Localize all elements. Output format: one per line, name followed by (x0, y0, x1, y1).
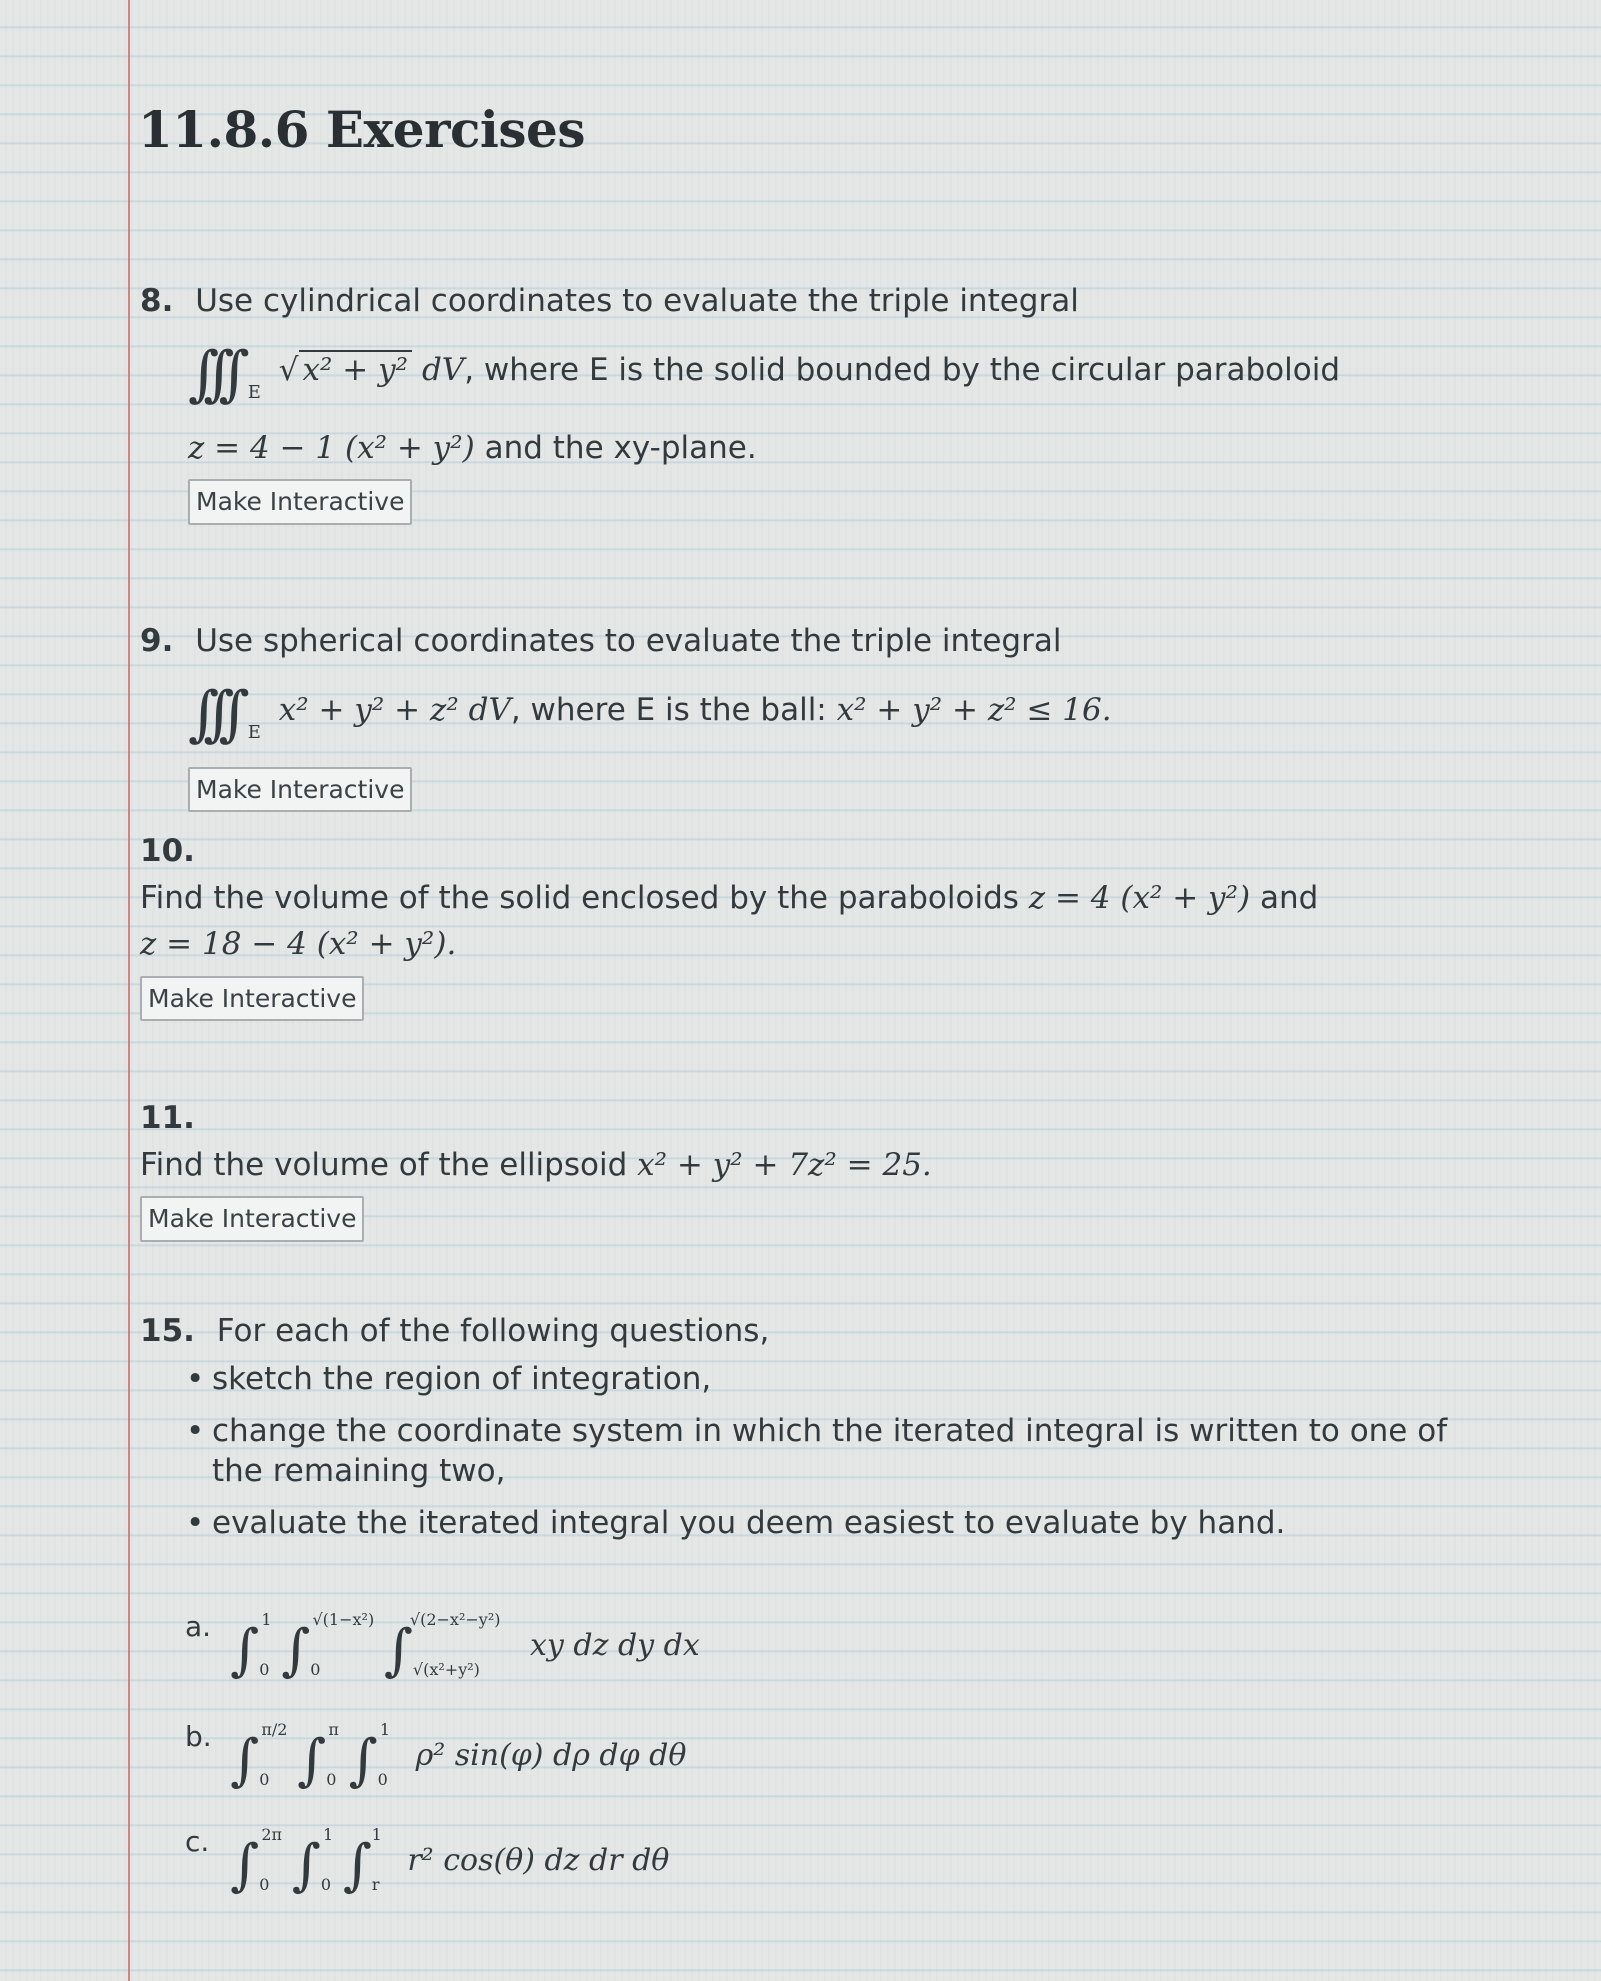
integral-symbol: ∫ (342, 1833, 372, 1898)
list-item: • change the coordinate system in which the iterated integral is written to one of the remaining two, (212, 1411, 1500, 1492)
lower-limit: 0 (259, 1660, 270, 1679)
upper-limit: 1 (379, 1720, 391, 1739)
integral-symbol: ∫ (383, 1618, 413, 1683)
upper-limit: 1 (371, 1825, 382, 1844)
where-text: , where E is the ball: (510, 691, 837, 728)
exercise-text: Find the volume of the solid enclosed by the paraboloids (140, 879, 1029, 916)
exercise-10 (140, 828, 1440, 1021)
integral-region: E (247, 381, 261, 403)
lower-limit: 0 (377, 1770, 388, 1789)
lower-limit: 0 (259, 1875, 270, 1894)
integrand: xy dz dy dx (530, 1628, 700, 1663)
page-margin-line (128, 0, 130, 1981)
integral-symbol: ∫ (281, 1618, 311, 1683)
triple-integral-symbol: ∫∫∫ (188, 678, 234, 749)
integrand: ρ² sin(φ) dρ dφ dθ (415, 1738, 687, 1773)
page-title: 11.8.6 Exercises (138, 100, 586, 159)
exercise-8 (140, 278, 1440, 525)
paraboloid-equation: z = 4 − 1 (x² + y²) (188, 429, 475, 466)
make-interactive-button[interactable]: Make Interactive (188, 479, 412, 525)
lower-limit: √(x²+y²) (412, 1660, 480, 1679)
make-interactive-button[interactable]: Make Interactive (140, 1196, 364, 1242)
integral-symbol: ∫ (348, 1728, 378, 1793)
upper-limit: 2π (261, 1825, 283, 1844)
upper-limit: √(2−x²−y²) (409, 1610, 501, 1629)
iterated-integral-c (230, 1825, 669, 1898)
iterated-integral-b (230, 1720, 686, 1793)
upper-limit: √(1−x²) (312, 1610, 375, 1629)
exercise-intro: For each of the following questions, (216, 1313, 770, 1349)
integral-region: E (247, 721, 261, 743)
ending-text: and the xy-plane. (474, 429, 757, 466)
exercise-text: Find the volume of the ellipsoid (140, 1146, 638, 1183)
part-b-label: b. (185, 1720, 212, 1753)
sqrt-symbol: √ (278, 351, 299, 388)
exercise-number: 8. (140, 283, 174, 319)
integral-symbol: ∫ (230, 1728, 260, 1793)
paraboloid-equation-2: z = 18 − 4 (x² + y²). (140, 926, 457, 962)
make-interactive-button[interactable]: Make Interactive (140, 976, 364, 1022)
exercise-intro: Use cylindrical coordinates to evaluate the triple integral (195, 283, 1079, 319)
exercise-9 (140, 618, 1440, 812)
list-item: • sketch the region of integration, (212, 1359, 1500, 1399)
exercise-number: 10. (140, 833, 195, 869)
exercise-15 (140, 1308, 1500, 1556)
exercise-number: 11. (140, 1100, 195, 1136)
list-item: • evaluate the iterated integral you deem easiest to evaluate by hand. (212, 1503, 1500, 1543)
lower-limit: 0 (259, 1770, 270, 1789)
upper-limit: 1 (323, 1825, 334, 1844)
ball-inequality: x² + y² + z² ≤ 16. (836, 691, 1112, 728)
integrand: x² + y² (299, 350, 413, 388)
lower-limit: r (371, 1875, 380, 1894)
differential: dV (421, 351, 465, 388)
make-interactive-button[interactable]: Make Interactive (188, 767, 412, 813)
and-text: and (1250, 879, 1319, 916)
exercise-intro: Use spherical coordinates to evaluate the triple integral (195, 623, 1062, 659)
upper-limit: π/2 (261, 1720, 288, 1739)
paraboloid-equation-1: z = 4 (x² + y²) (1028, 879, 1251, 916)
triple-integral-symbol: ∫∫∫ (188, 338, 234, 409)
exercise-number: 15. (140, 1313, 195, 1349)
ellipsoid-equation: x² + y² + 7z² = 25. (637, 1146, 932, 1183)
upper-limit: 1 (261, 1610, 272, 1629)
integral-symbol: ∫ (291, 1833, 321, 1898)
integrand: r² cos(θ) dz dr dθ (407, 1843, 670, 1878)
integrand: x² + y² + z² dV (278, 691, 511, 728)
part-c-label: c. (185, 1825, 210, 1858)
part-a-label: a. (185, 1610, 212, 1643)
exercise-number: 9. (140, 623, 174, 659)
exercise-11 (140, 1095, 1440, 1242)
integral-symbol: ∫ (230, 1833, 260, 1898)
integral-symbol: ∫ (297, 1728, 327, 1793)
integral-symbol: ∫ (230, 1618, 260, 1683)
where-text: , where E is the solid bounded by the circular paraboloid (464, 351, 1340, 388)
upper-limit: π (328, 1720, 339, 1739)
iterated-integral-a (230, 1610, 700, 1683)
instruction-list (140, 1359, 1500, 1544)
lower-limit: 0 (310, 1660, 321, 1679)
lower-limit: 0 (326, 1770, 337, 1789)
lower-limit: 0 (320, 1875, 331, 1894)
